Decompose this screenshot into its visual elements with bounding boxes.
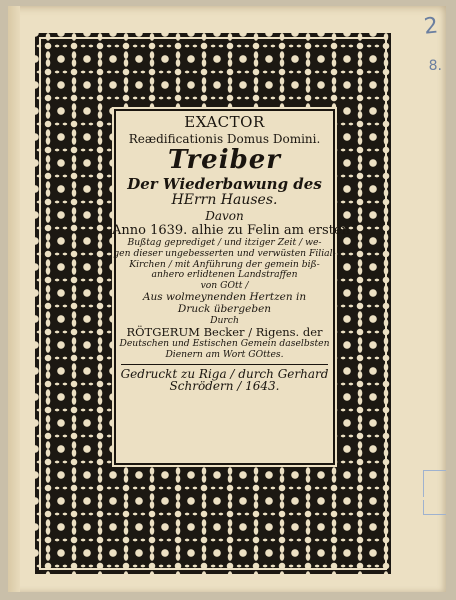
pencil-note: 8. [428,58,442,74]
text-line: Durch [210,314,239,326]
text-line: Deutschen und Estischen Gemein daselbsten [119,338,330,350]
margin-pencil-mark [423,470,446,497]
text-line: Aus wolmeynenden Hertzen in [142,290,307,303]
imprint-line: Gedruckt zu Riga / durch Gerhard [120,366,329,381]
title-german-line: HErrn Hauses. [171,192,278,209]
title-latin-subtitle: Reædificationis Domus Domini. [128,131,321,146]
text-line: Anno 1639. alhie zu Felin am ersten [112,222,350,238]
text-line: Kirchen / mit Anführung der gemein biß- [129,258,320,270]
divider-rule [121,364,328,365]
text-line: Davon [205,209,244,224]
author-line: RÖTGERUM Becker / Rigens. der [126,325,323,340]
margin-pencil-mark [423,500,446,515]
title-exactor: EXACTOR [184,113,265,131]
title-german-line: Der Wiederbawung des [127,174,322,193]
binding-edge [8,6,20,592]
text-line: Druck übergeben [177,302,272,315]
pencil-shelf-number: 2 [422,13,440,40]
text-line: gen dieser ungebesserten und verwüsten Filial- [113,247,336,259]
imprint-line: Schrödern / 1643. [169,379,280,394]
title-treiber: Treiber [168,145,281,176]
text-line: von GOtt / [200,279,249,291]
title-text-panel [112,107,350,467]
text-line: Bußtag geprediget / und itziger Zeit / we- [127,237,322,249]
text-line: anhero erlidtenen Landstraffen [151,269,298,281]
text-line: Dienern am Wort GOttes. [165,349,284,360]
